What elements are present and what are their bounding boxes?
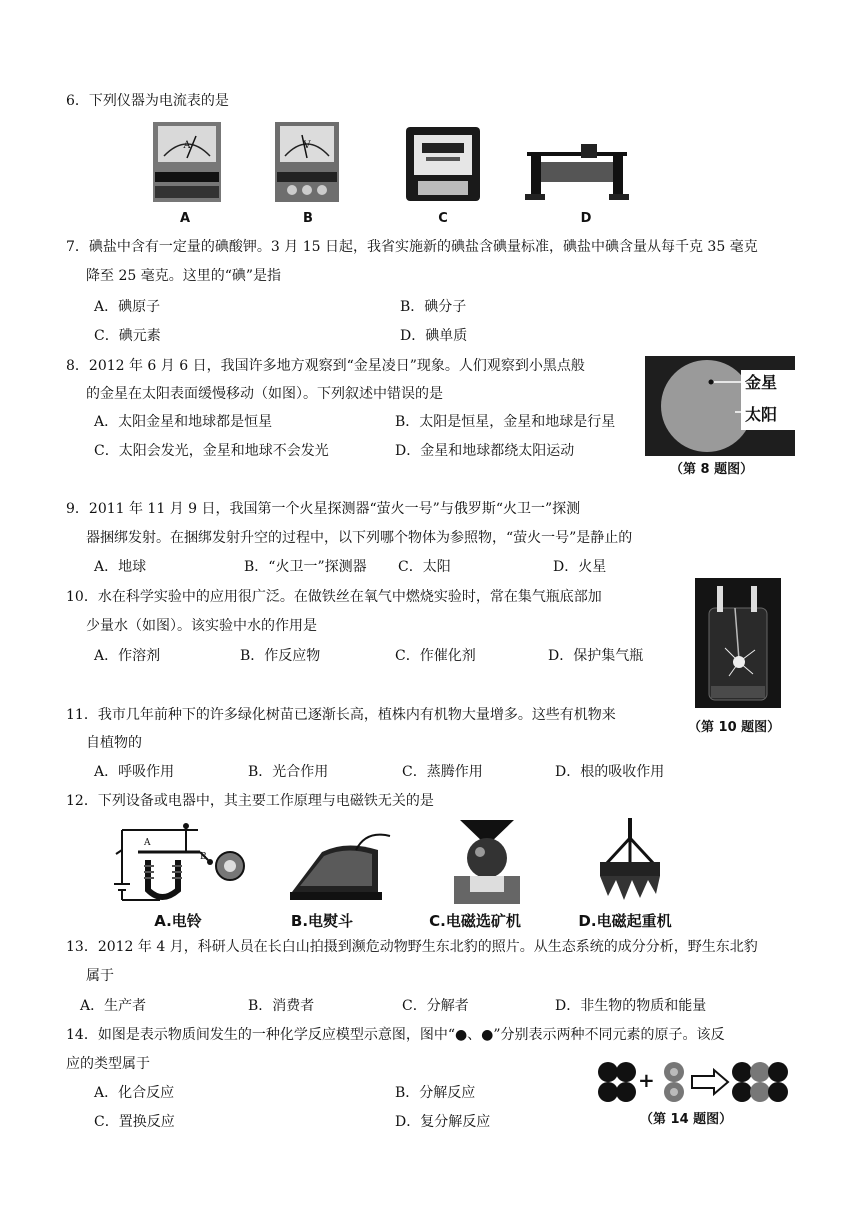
- q13-stem-line2: 属于: [86, 968, 114, 984]
- q10-figure-caption: （第 10 题图）: [688, 720, 781, 735]
- ore-separator-figure: [450, 818, 524, 906]
- electric-bell-figure: [108, 820, 248, 906]
- q13-option-b: B．消费者: [248, 998, 315, 1014]
- svg-text:V: V: [303, 140, 311, 151]
- q11-stem-line2: 自植物的: [86, 735, 142, 751]
- q12-label-b: B.电熨斗: [290, 912, 354, 930]
- q11-option-c: C．蒸腾作用: [402, 764, 483, 780]
- q9-option-b: B．“火卫一”探测器: [244, 559, 367, 575]
- q6-label-c: C: [438, 211, 448, 226]
- q14-option-b: B．分解反应: [395, 1085, 476, 1101]
- q11-option-d: D．根的吸收作用: [555, 764, 665, 780]
- electricity-meter-image: [400, 125, 486, 205]
- venus-label: 金星: [745, 373, 778, 392]
- q8-figure-caption: （第 8 题图）: [670, 462, 754, 477]
- q13-option-a: A．生产者: [80, 998, 147, 1014]
- electromagnetic-crane-figure: [594, 818, 666, 906]
- rheostat-image: [523, 140, 631, 202]
- q9-stem-line2: 器捆绑发射。在捆绑发射升空的过程中，以下列哪个物体为参照物，“萤火一号”是静止的: [86, 530, 633, 546]
- q7-stem-line1: 7．碘盐中含有一定量的碘酸钾。3 月 15 日起，我省实施新的碘盐含碘量标准，碘盐中碘含量从每千克 35 毫克: [66, 239, 758, 255]
- q8-stem-line2: 的金星在太阳表面缓慢移动（如图）。下列叙述中错误的是: [86, 386, 443, 402]
- q11-stem-line1: 11．我市几年前种下的许多绿化树苗已逐渐长高，植株内有机物大量增多。这些有机物来: [66, 707, 616, 723]
- q6-stem: 6．下列仪器为电流表的是: [66, 93, 229, 109]
- q6-label-b: B: [303, 211, 313, 226]
- q6-label-a: A: [179, 211, 191, 226]
- bell-mark-b: B: [200, 852, 207, 862]
- q9-option-d: D．火星: [553, 559, 607, 575]
- q14-option-a: A．化合反应: [94, 1085, 175, 1101]
- q14-option-c: C．置换反应: [94, 1114, 175, 1130]
- q8-stem-line1: 8．2012 年 6 月 6 日，我国许多地方观察到“金星凌日”现象。人们观察到小黑点般: [66, 358, 585, 374]
- q11-option-b: B．光合作用: [248, 764, 329, 780]
- q14-stem-line1: 14．如图是表示物质间发生的一种化学反应模型示意图，图中“●、●”分别表示两种不同元素的原子。该反: [66, 1027, 725, 1043]
- q10-option-b: B．作反应物: [240, 648, 321, 664]
- q14-stem-line2: 应的类型属于: [66, 1056, 150, 1072]
- q8-option-a: A．太阳金星和地球都是恒星: [94, 414, 273, 430]
- q13-stem-line1: 13．2012 年 4 月，科研人员在长白山拍摄到濒危动物野生东北豹的照片。从生态系统的成分分析，野生东北豹: [66, 939, 758, 955]
- q12-stem: 12．下列设备或电器中，其主要工作原理与电磁铁无关的是: [66, 793, 434, 809]
- q11-option-a: A．呼吸作用: [94, 764, 175, 780]
- q6-label-d: D: [580, 211, 592, 226]
- q10-stem-line2: 少量水（如图）。该实验中水的作用是: [86, 618, 317, 634]
- q12-label-c: C.电磁选矿机: [429, 912, 521, 930]
- q10-option-d: D．保护集气瓶: [548, 648, 644, 664]
- q9-stem-line1: 9．2011 年 11 月 9 日，我国第一个火星探测器“萤火一号”与俄罗斯“火卫一”探测: [66, 501, 581, 517]
- q8-option-d: D．金星和地球都绕太阳运动: [395, 443, 575, 459]
- q7-option-a: A．碘原子: [94, 299, 161, 315]
- ammeter-image: [150, 120, 225, 206]
- q10-stem-line1: 10．水在科学实验中的应用很广泛。在做铁丝在氧气中燃烧实验时，常在集气瓶底部加: [66, 589, 602, 605]
- q7-option-c: C．碘元素: [94, 328, 161, 344]
- q14-option-d: D．复分解反应: [395, 1114, 491, 1130]
- electric-iron-figure: [286, 830, 396, 904]
- bell-mark-a: A: [144, 838, 151, 848]
- q13-option-c: C．分解者: [402, 998, 469, 1014]
- gas-bottle-figure: [695, 578, 781, 708]
- q9-option-a: A．地球: [94, 559, 147, 575]
- q10-option-c: C．作催化剂: [395, 648, 476, 664]
- q10-option-a: A．作溶剂: [94, 648, 161, 664]
- q7-option-b: B．碘分子: [400, 299, 467, 315]
- venus-dot: [709, 380, 714, 385]
- reaction-plus-sign: +: [638, 1068, 655, 1092]
- q8-option-c: C．太阳会发光，金星和地球不会发光: [94, 443, 329, 459]
- svg-text:A: A: [183, 140, 191, 151]
- q7-option-d: D．碘单质: [400, 328, 468, 344]
- q7-stem-line2: 降至 25 毫克。这里的“碘”是指: [86, 268, 282, 284]
- q14-figure-caption: （第 14 题图）: [640, 1112, 733, 1127]
- q12-label-d: D.电磁起重机: [578, 912, 672, 930]
- reaction-model-figure: [596, 1060, 796, 1104]
- sun-label: 太阳: [745, 405, 778, 424]
- q8-option-b: B．太阳是恒星，金星和地球是行星: [395, 414, 616, 430]
- voltmeter-image: [272, 120, 344, 206]
- q12-label-a: A.电铃: [154, 912, 202, 930]
- q13-option-d: D．非生物的物质和能量: [555, 998, 707, 1014]
- q9-option-c: C．太阳: [398, 559, 451, 575]
